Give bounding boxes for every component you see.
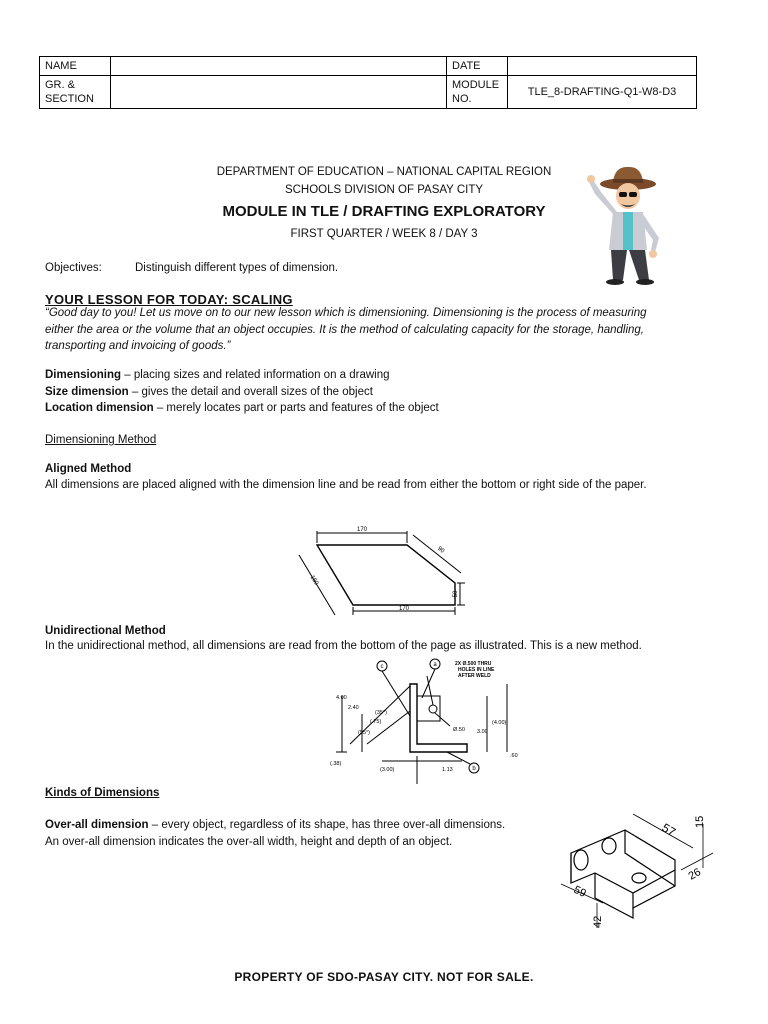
cartoon-teacher-illustration xyxy=(583,162,673,286)
uni-dim-2-40: 2.40 xyxy=(348,705,359,711)
iso-dim-59: 59 xyxy=(571,883,588,900)
overall-line-1: Over-all dimension – every object, regardless of its shape, has three over-all dimensions. xyxy=(45,819,506,831)
dept-line: DEPARTMENT OF EDUCATION – NATIONAL CAPITAL REGION xyxy=(216,166,552,178)
header-table xyxy=(39,56,697,109)
overall-definition xyxy=(45,817,565,850)
module-no-label xyxy=(447,76,508,109)
footer-notice: PROPERTY OF SDO-PASAY CITY. NOT FOR SALE. xyxy=(234,970,534,984)
uni-dim-38: (.38) xyxy=(330,761,342,767)
lesson-intro-line-2: either the area or the volume that an object occupies. It is the method of calculating capacity for the storage, handling, xyxy=(45,323,644,336)
overall-dimension-isometric-figure xyxy=(553,808,725,933)
division-line: SCHOOLS DIVISION OF PASAY CITY xyxy=(284,184,484,196)
uni-dim-60: .60 xyxy=(510,753,518,759)
module-code: TLE_8-DRAFTING-Q1-W8-D3 xyxy=(508,76,697,109)
iso-dim-42: 42 xyxy=(592,915,604,928)
uni-label-b: b xyxy=(472,766,476,772)
grade-label: GR. & xyxy=(45,79,75,91)
uni-dim-4-00: 4.00 xyxy=(336,695,347,701)
objectives-label: Objectives: xyxy=(45,262,102,274)
methods-heading: Dimensioning Method xyxy=(45,434,157,446)
lesson-intro xyxy=(45,305,725,355)
module-label: MODULE xyxy=(452,79,500,91)
definition-location: Location dimension – merely locates part or parts and features of the object xyxy=(45,402,439,414)
definition-dimensioning: Dimensioning – placing sizes and related information on a drawing xyxy=(45,369,390,381)
name-label: NAME xyxy=(40,57,111,76)
uni-dim-75: (.75) xyxy=(370,719,382,725)
iso-dim-15: 15 xyxy=(694,815,706,828)
aligned-dim-right-slant: 90 xyxy=(436,545,446,555)
aligned-text: All dimensions are placed aligned with the dimension line and be read from either the bottom or right side of the paper. xyxy=(45,479,647,491)
grade-section-label xyxy=(40,76,111,109)
date-label: DATE xyxy=(447,57,508,76)
uni-dim-3-00: 3.00 xyxy=(477,729,488,735)
iso-dim-26: 26 xyxy=(686,866,704,883)
name-field[interactable] xyxy=(111,57,447,76)
section-label: SECTION xyxy=(45,93,94,105)
grade-section-field[interactable] xyxy=(111,76,447,109)
uni-label-a: a xyxy=(433,662,437,668)
aligned-dim-top: 170 xyxy=(356,527,368,533)
kinds-heading: Kinds of Dimensions xyxy=(45,787,160,799)
module-no-text: NO. xyxy=(452,93,472,105)
uni-note-3: AFTER WELD xyxy=(458,673,491,679)
lesson-heading: YOUR LESSON FOR TODAY: SCALING xyxy=(45,292,293,307)
unidirectional-title: Unidirectional Method xyxy=(45,625,166,637)
uni-note-1: 2X Ø.500 THRU xyxy=(455,661,492,667)
unidirectional-text: In the unidirectional method, all dimensions are read from the bottom of the page as illustrated. This is a new method. xyxy=(45,640,642,652)
definition-size: Size dimension – gives the detail and overall sizes of the object xyxy=(45,385,373,398)
uni-dim-3-00-paren: (3.00) xyxy=(380,767,395,773)
uni-label-c: c xyxy=(380,664,384,670)
definitions-list xyxy=(45,367,725,417)
objectives-text: Distinguish different types of dimension. xyxy=(135,262,339,274)
aligned-dim-bottom: 170 xyxy=(398,606,410,612)
aligned-dim-right-vertical: 50 xyxy=(453,590,459,598)
aligned-dim-left-slant: 150 xyxy=(308,574,320,587)
aligned-title: Aligned Method xyxy=(45,463,132,475)
uni-dim-1-13: 1.13 xyxy=(442,767,453,773)
uni-note-2: HOLES IN LINE xyxy=(458,667,495,673)
uni-dim-phi-50: Ø.50 xyxy=(453,727,465,733)
uni-dim-55deg: (55°) xyxy=(358,730,370,736)
date-field[interactable] xyxy=(508,57,697,76)
uni-dim-35deg: (35°) xyxy=(375,710,387,716)
module-title: MODULE IN TLE / DRAFTING EXPLORATORY xyxy=(222,203,546,220)
iso-dim-57: 57 xyxy=(659,820,679,840)
aligned-method-figure xyxy=(285,523,485,618)
overall-line-2: An over-all dimension indicates the over-all width, height and depth of an object. xyxy=(45,835,453,848)
lesson-intro-line-1: “Good day to you! Let us move on to our new lesson which is dimensioning. Dimensioning is the process of measuring xyxy=(45,307,647,319)
lesson-intro-line-3: transporting and invoicing of goods.” xyxy=(45,340,231,352)
uni-dim-4-00-paren: (4.00) xyxy=(492,720,507,726)
quarter-line: FIRST QUARTER / WEEK 8 / DAY 3 xyxy=(290,228,478,240)
unidirectional-method-figure xyxy=(322,656,527,784)
